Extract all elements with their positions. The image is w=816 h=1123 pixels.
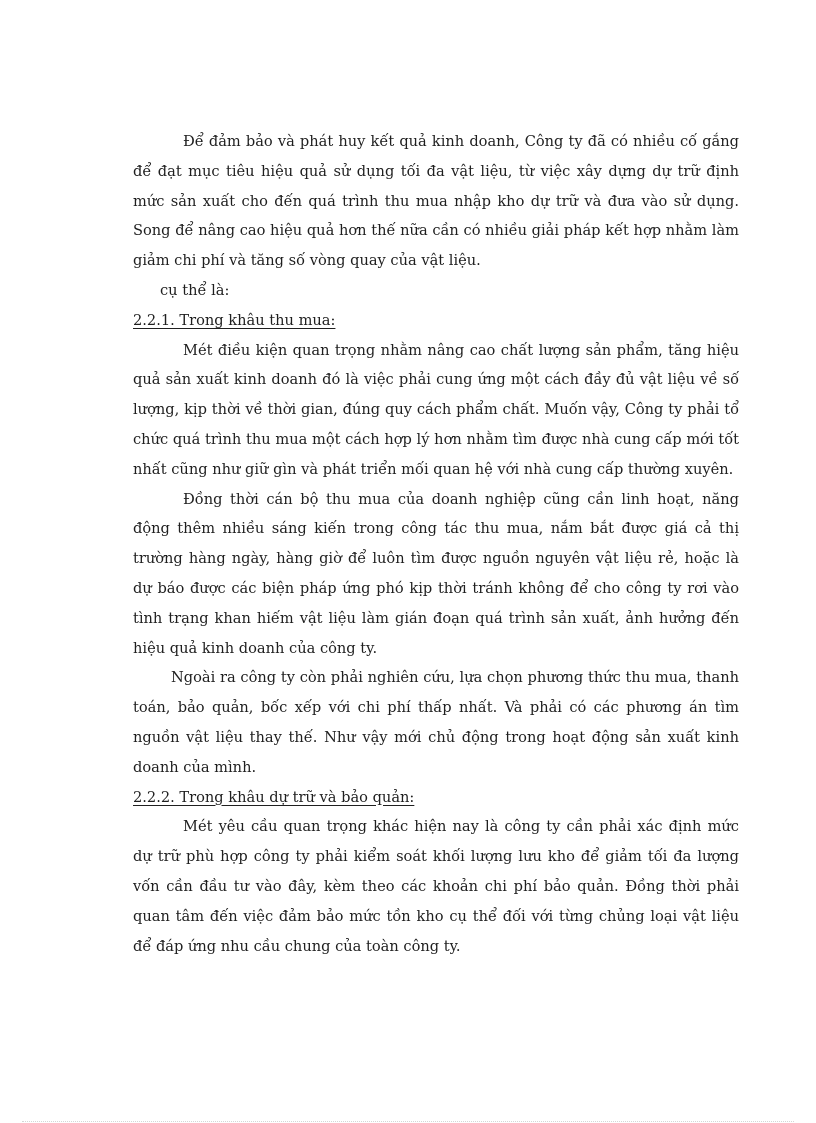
paragraph-purchasing-3: Ngoài ra công ty còn phải nghiên cứu, lựa chọn phương thức thu mua, thanh toán, bảo quản, bốc xếp với chi phí thấp nhất. Và phải có các phương án tìm nguồn vật liệu thay thế. Như vậy mới chủ động trong hoạt động sản xuất kinh doanh của mình.: [133, 669, 739, 776]
section-heading-2-2-2: 2.2.2. Trong khâu dự trữ và bảo quản:: [133, 788, 415, 806]
page-bottom-divider: [22, 1121, 794, 1122]
document-page: [133, 127, 739, 961]
paragraph-lead: cụ thể là:: [160, 281, 230, 299]
paragraph-storage-1: Mét yêu cầu quan trọng khác hiện nay là công ty cần phải xác định mức dự trữ phù hợp công ty phải kiểm soát khối lượng lưu kho để giảm tối đa lượng vốn cần đầu tư vào đây, kèm theo các khoản chi phí bảo quản. Đồng thời phải quan tâm đến việc đảm bảo mức tồn kho cụ thể đối với từng chủng loại vật liệu để đáp ứng nhu cầu chung của toàn công ty.: [133, 818, 739, 955]
paragraph-purchasing-2: Đồng thời cán bộ thu mua của doanh nghiệp cũng cần linh hoạt, năng động thêm nhiều sáng kiến trong công tác thu mua, nắm bắt được giá cả thị trường hàng ngày, hàng giờ để luôn tìm được nguồn nguyên vật liệu rẻ, hoặc là dự báo được các biện pháp ứng phó kịp thời tránh không để cho công ty rơi vào tình trạng khan hiếm vật liệu làm gián đoạn quá trình sản xuất, ảnh hưởng đến hiệu quả kinh doanh của công ty.: [133, 490, 739, 657]
paragraph-purchasing-1: Mét điều kiện quan trọng nhằm nâng cao chất lượng sản phẩm, tăng hiệu quả sản xuất kinh doanh đó là việc phải cung ứng một cách đầy đủ vật liệu về số lượng, kịp thời về thời gian, đúng quy cách phẩm chất. Muốn vậy, Công ty phải tổ chức quá trình thu mua một cách hợp lý hơn nhằm tìm được nhà cung cấp mới tốt nhất cũng như giữ gìn và phát triển mối quan hệ với nhà cung cấp thường xuyên.: [133, 341, 739, 478]
paragraph-intro: Để đảm bảo và phát huy kết quả kinh doanh, Công ty đã có nhiều cố gắng để đạt mục tiêu hiệu quả sử dụng tối đa vật liệu, từ việc xây dựng dự trữ định mức sản xuất cho đến quá trình thu mua nhập kho dự trữ và đưa vào sử dụng. Song để nâng cao hiệu quả hơn thế nữa cần có nhiều giải pháp kết hợp nhằm làm giảm chi phí và tăng số vòng quay của vật liệu.: [133, 133, 739, 270]
section-heading-2-2-1: 2.2.1. Trong khâu thu mua:: [133, 311, 336, 329]
